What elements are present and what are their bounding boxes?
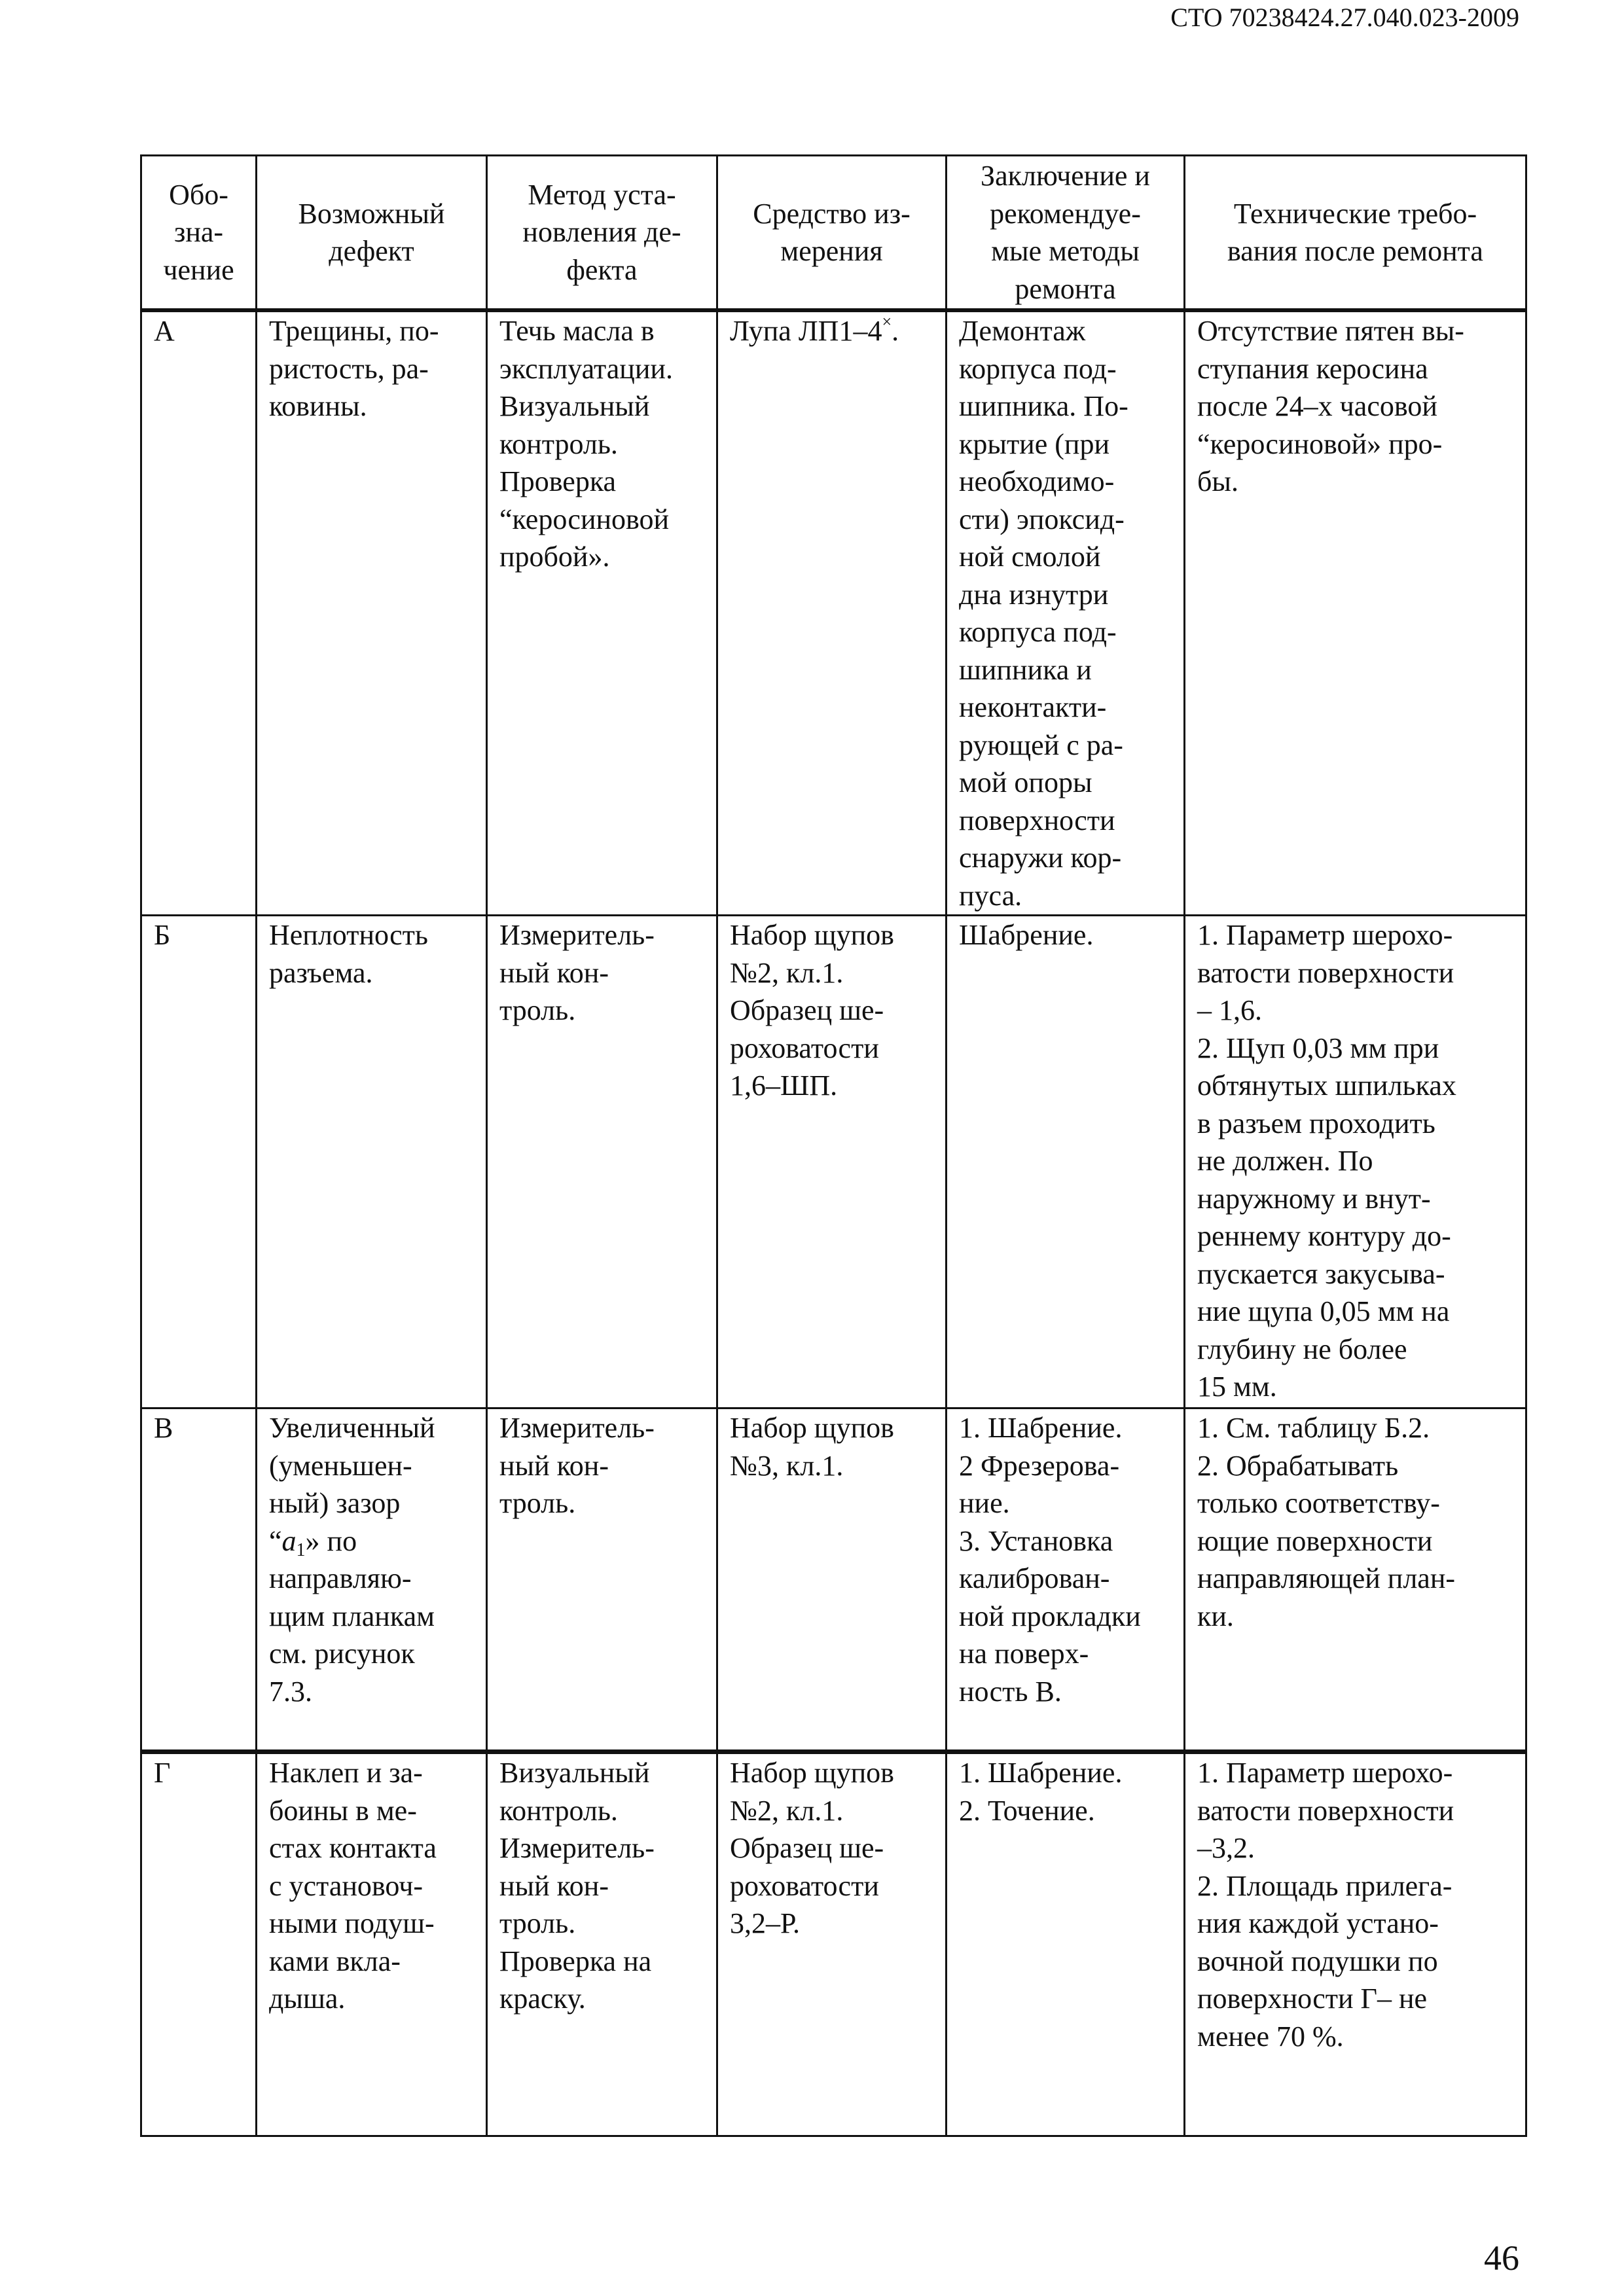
header-designation: Обо- зна- чение — [141, 156, 257, 311]
header-defect: Возможный дефект — [257, 156, 487, 311]
cell-repair: 1. Шабрение. 2 Фрезерова- ние. 3. Установка калиброван- ной прокладки на поверх- ность В. — [947, 1408, 1185, 1752]
cell-defect: Неплотность разъема. — [257, 916, 487, 1408]
page-number: 46 — [1484, 2238, 1519, 2278]
cell-method: Измеритель- ный кон- троль. — [487, 1408, 717, 1752]
table-row — [141, 1408, 1526, 1752]
cell-defect: Увеличенный (уменьшен- ный) зазор “$a_1$» по направляю- щим планкам см. рисунок 7.3. — [257, 1408, 487, 1752]
table-row — [141, 1752, 1526, 2136]
cell-requirements: Отсутствие пятен вы- ступания керосина после 24–х часовой “керосиновой» про- бы. — [1185, 310, 1526, 916]
cell-designation: Б — [141, 916, 257, 1408]
defects-table — [140, 154, 1527, 2137]
cell-requirements: 1. Параметр шерохо- ватости поверхности – 1,6. 2. Щуп 0,03 мм при обтянутых шпильках в разъем проходить не должен. По наружному и внут- реннему контуру до- пускается закусыва- ние щупа 0,05 мм на глубину не более 15 мм. — [1185, 916, 1526, 1408]
cell-method: Течь масла в эксплуатации. Визуальный контроль. Проверка “керосиновой пробой». — [487, 310, 717, 916]
cell-requirements: 1. Параметр шерохо- ватости поверхности –3,2. 2. Площадь прилега- ния каждой устано- вочной подушки по поверхности Г– не менее 70 %. — [1185, 1752, 1526, 2136]
table-header-row — [141, 156, 1526, 311]
cell-defect: Трещины, по- ристость, ра- ковины. — [257, 310, 487, 916]
cell-tool: Лупа ЛП1–4×. — [717, 310, 947, 916]
cell-tool: Набор щупов №2, кл.1. Образец ше- роховатости 3,2–Р. — [717, 1752, 947, 2136]
cell-method: Визуальный контроль. Измеритель- ный кон- троль. Проверка на краску. — [487, 1752, 717, 2136]
gap-a1-line: “$a_1$» по — [269, 1524, 357, 1560]
header-repair: Заключение и рекомендуе- мые методы ремонта — [947, 156, 1185, 311]
cell-defect: Наклеп и за- боины в ме- стах контакта с установоч- ными подуш- ками вкла- дыша. — [257, 1752, 487, 2136]
cell-tool: Набор щупов №2, кл.1. Образец ше- роховатости 1,6–ШП. — [717, 916, 947, 1408]
cell-designation: А — [141, 310, 257, 916]
document-code: СТО 70238424.27.040.023-2009 — [1170, 3, 1519, 32]
cell-requirements: 1. См. таблицу Б.2. 2. Обрабатывать только соответству- ющие поверхности направляющей план- ки. — [1185, 1408, 1526, 1752]
cell-tool: Набор щупов №3, кл.1. — [717, 1408, 947, 1752]
header-requirements: Технические требо- вания после ремонта — [1185, 156, 1526, 311]
table-row — [141, 916, 1526, 1408]
cell-repair: Шабрение. — [947, 916, 1185, 1408]
cell-repair: 1. Шабрение. 2. Точение. — [947, 1752, 1185, 2136]
header-method: Метод уста- новления де- фекта — [487, 156, 717, 311]
header-tool: Средство из- мерения — [717, 156, 947, 311]
cell-method: Измеритель- ный кон- троль. — [487, 916, 717, 1408]
cell-designation: Г — [141, 1752, 257, 2136]
cell-repair: Демонтаж корпуса под- шипника. По- крытие (при необходимо- сти) эпоксид- ной смолой дна изнутри корпуса под- шипника и неконтакти- рующей с ра- мой опоры поверхности снаружи кор- пуса. — [947, 310, 1185, 916]
table-row — [141, 310, 1526, 916]
cell-designation: В — [141, 1408, 257, 1752]
